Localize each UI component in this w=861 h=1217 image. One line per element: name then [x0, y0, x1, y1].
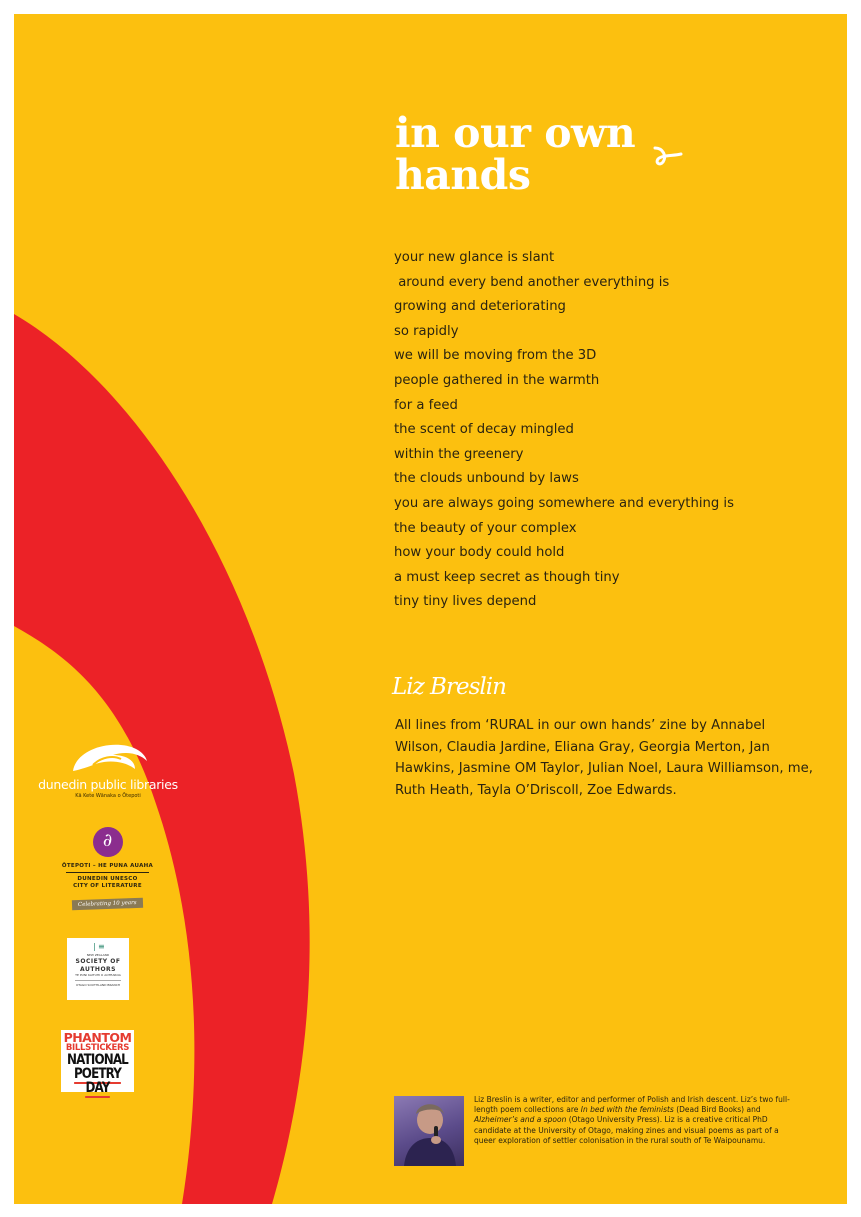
poem-line: so rapidly: [394, 323, 459, 339]
pb-line-4: [66, 1067, 128, 1095]
city-of-literature-icon: ∂: [93, 827, 123, 857]
bio-book-1: In bed with the feminists: [580, 1105, 674, 1115]
poem-line: your new glance is slant: [394, 250, 555, 265]
col-line-1: ŌTEPOTI – HE PUNA AUAHA: [61, 863, 154, 869]
title-flourish: [653, 142, 683, 168]
soa-name-1: SOCIETY OF: [75, 958, 121, 965]
soa-small-text: NEW ZEALAND: [86, 953, 110, 957]
national-poetry-day-logo: [61, 1030, 134, 1096]
pb-line-2: BILLSTICKERS: [65, 1043, 130, 1053]
poem-line: growing and deteriorating: [394, 299, 566, 315]
poem-line: a must keep secret as though tiny: [394, 569, 620, 585]
poem-lines: [394, 246, 734, 615]
poem-line: the scent of decay mingled: [394, 422, 574, 438]
col-line-2: DUNEDIN UNESCO: [77, 876, 138, 882]
pb-line-3: NATIONAL: [67, 1052, 128, 1068]
poem-line: tiny tiny lives depend: [394, 594, 537, 610]
libraries-subtitle: Kā Kete Wānaka o Ōtepoti: [75, 793, 141, 799]
contributors-credit: All lines from ‘RURAL in our own hands’ zine by Annabel Wilson, Claudia Jardine, Eliana Gray, Georgia Merton, Jan Hawkins, Jasmine OM Taylor, Julian Noel, Laura Williamson, me, Ruth Heath, Tayla O’Driscoll, Zoe Edwards.: [395, 718, 813, 798]
city-of-literature-logo: [60, 827, 155, 909]
bio-text-3: (Otago University Press). Liz is a creative critical PhD candidate at the University of Otago, making zines and visual poems as part of a queer exploration of settler colonisation in the rural south of Te Waipounamu.: [474, 1115, 779, 1145]
bio-text-2: (Dead Bird Books) and: [673, 1105, 761, 1115]
poem-line: you are always going somewhere and everything is: [394, 495, 734, 511]
poem-line: around every bend another everything is: [394, 274, 670, 290]
poem-line: for a feed: [394, 397, 458, 413]
poem-line: within the greenery: [394, 446, 524, 462]
soa-name-2: AUTHORS: [80, 966, 116, 973]
soa-branch: OTAGO SOUTHLAND BRANCH: [75, 983, 121, 987]
bio-book-2: Alzheimer’s and a spoon: [474, 1115, 567, 1125]
author-portrait: [394, 1096, 464, 1166]
poem-line: people gathered in the warmth: [394, 372, 600, 388]
col-line-3: CITY OF LITERATURE: [73, 883, 142, 889]
author-photo: [394, 1096, 464, 1166]
society-of-authors-logo: [67, 938, 129, 1000]
author-bio: [474, 1095, 792, 1146]
poem-title: [395, 109, 636, 199]
title-line-2: hands: [395, 151, 531, 199]
author-signature: Liz Breslin: [392, 674, 506, 700]
dunedin-public-libraries-logo: [34, 737, 182, 799]
col-anniversary-badge: Celebrating 10 years: [72, 898, 143, 910]
poem-line: we will be moving from the 3D: [394, 348, 597, 364]
society-of-authors-icon: ❘≡: [91, 942, 105, 951]
soa-tagline: TE PUNI KAITUHI O AOTEAROA: [75, 973, 121, 977]
libraries-name: dunedin public libraries: [38, 777, 178, 792]
pb-line-1: PHANTOM: [63, 1030, 132, 1045]
soa-divider: [75, 980, 121, 981]
pb-line-4-text: POETRY DAY: [73, 1066, 122, 1096]
libraries-wave-icon: [63, 737, 153, 775]
poem-line: how your body could hold: [394, 545, 565, 561]
title-line-1: in our own: [395, 109, 636, 157]
poem-line: the beauty of your complex: [394, 520, 577, 536]
bio-text-1: Liz Breslin is a writer, editor and performer of Polish and Irish descent. Liz’s two full-length poem collections are: [474, 1095, 790, 1115]
poster: [14, 14, 847, 1204]
poem-line: the clouds unbound by laws: [394, 471, 579, 487]
col-divider: [66, 872, 149, 873]
